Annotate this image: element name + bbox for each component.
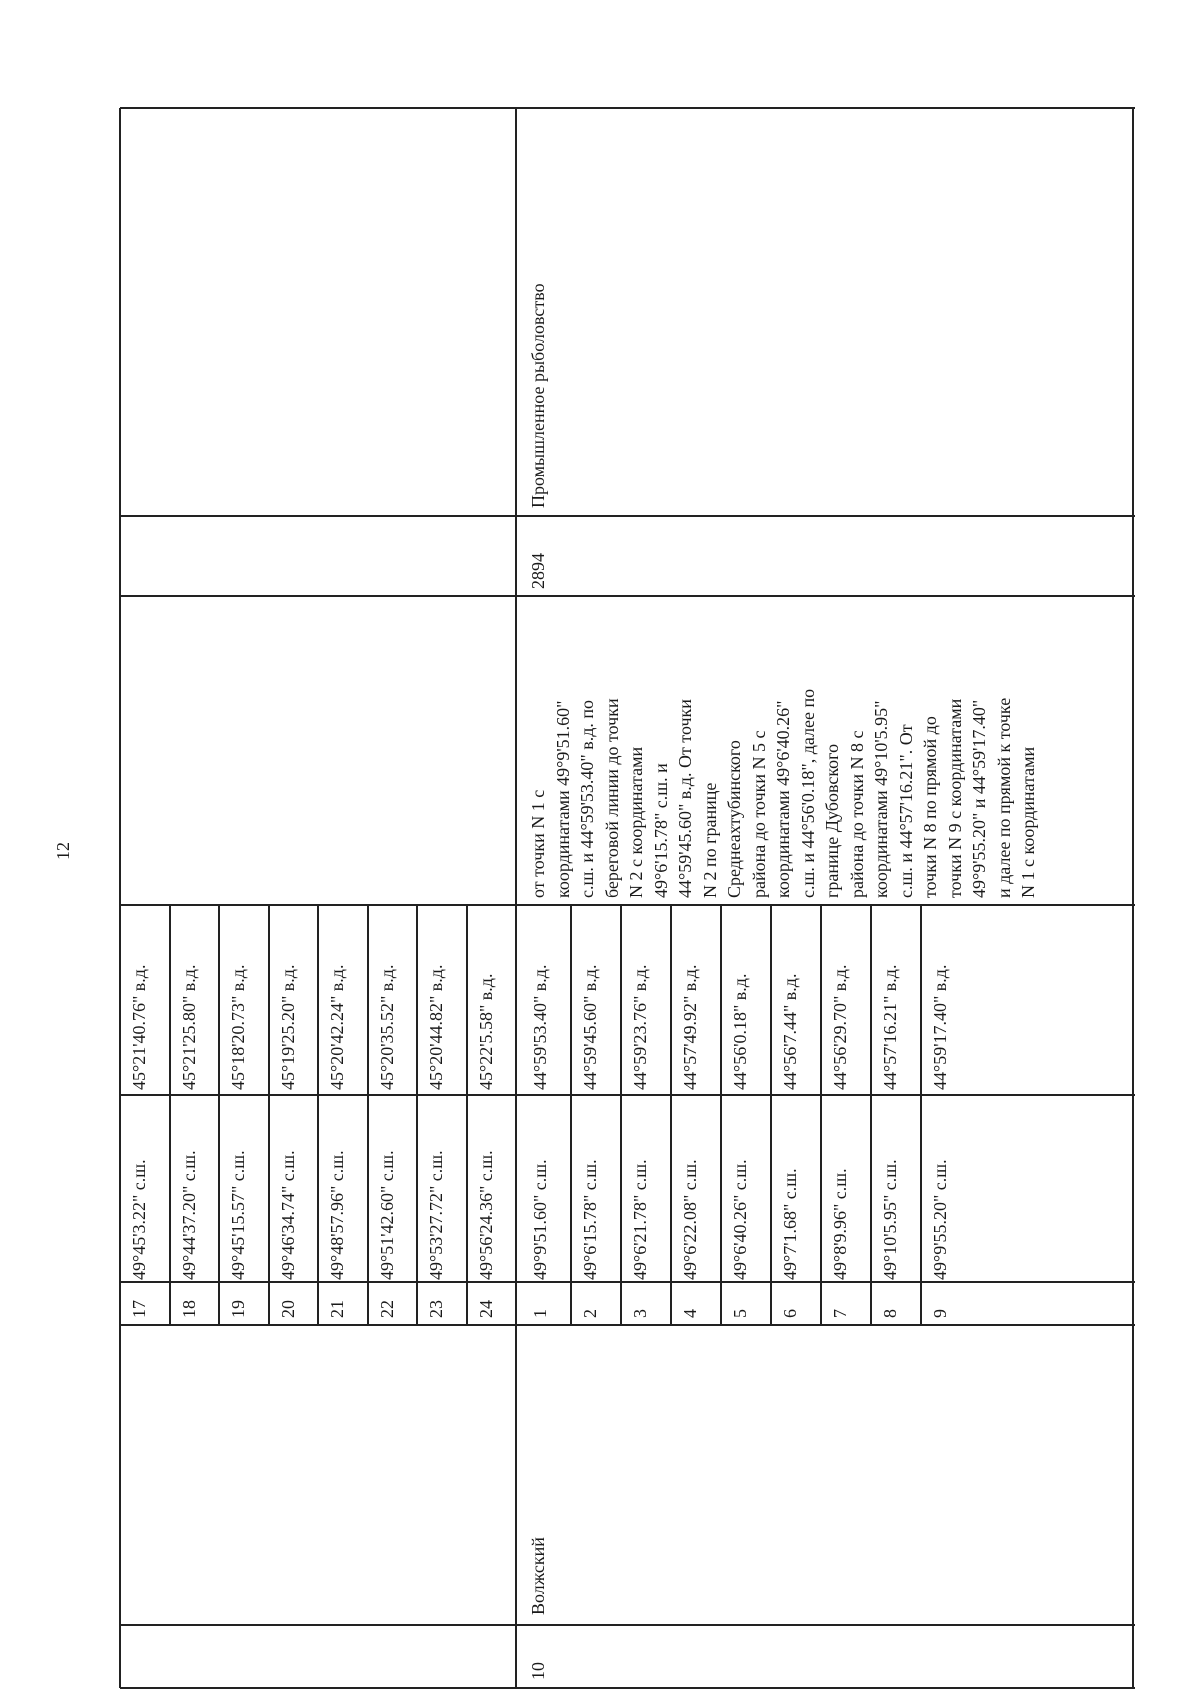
area-value: 2894	[528, 553, 548, 589]
description-line: Среднеахтубинского	[724, 740, 744, 898]
latitude-cell: 49°6'15.78" с.ш.	[580, 1159, 600, 1280]
longitude-cell: 44°59'45.60" в.д.	[580, 964, 600, 1090]
table-border-bottom	[120, 1687, 1135, 1689]
longitude-cell: 44°56'0.18" в.д.	[730, 973, 750, 1090]
row-divider-prev	[218, 905, 220, 1325]
description-line: 49°9'55.20" и 44°59'17.40"	[969, 699, 989, 898]
latitude-cell: 49°53'27.72" с.ш.	[426, 1150, 446, 1280]
row-divider-point	[670, 905, 672, 1325]
latitude-cell: 49°46'34.74" с.ш.	[277, 1150, 298, 1280]
latitude-cell: 49°51'42.60" с.ш.	[376, 1150, 397, 1280]
latitude-cell: 49°48'57.96" с.ш.	[327, 1150, 347, 1280]
column-line-lat-start	[120, 1324, 1135, 1326]
description-line: координатами 49°10'5.95"	[871, 700, 891, 898]
point-number: 1	[530, 1309, 550, 1318]
longitude-cell: 45°21'40.76" в.д.	[129, 964, 149, 1090]
longitude-cell: 45°20'42.24" в.д.	[327, 964, 347, 1090]
longitude-cell: 44°56'29.70" в.д.	[830, 964, 850, 1090]
row-divider-prev	[169, 905, 171, 1325]
column-line-purpose	[120, 515, 1135, 517]
point-number: 2	[580, 1309, 600, 1318]
longitude-cell: 45°20'35.52" в.д.	[376, 964, 397, 1090]
latitude-cell: 49°6'40.26" с.ш.	[730, 1159, 750, 1280]
latitude-cell: 49°6'21.78" с.ш.	[630, 1159, 650, 1280]
entry-number: 10	[528, 1662, 548, 1680]
row-divider-point	[770, 905, 772, 1325]
section-divider-line	[515, 108, 517, 1688]
latitude-cell: 49°10'5.95" с.ш.	[880, 1159, 900, 1280]
point-number: 6	[780, 1309, 800, 1318]
description-line: и далее по прямой к точке	[993, 697, 1014, 898]
column-line-pointnum-start	[120, 1281, 1135, 1283]
row-divider-point	[870, 905, 872, 1325]
table-border-right	[1132, 108, 1134, 1688]
latitude-cell: 49°45'15.57" с.ш.	[228, 1150, 248, 1280]
description-line: координатами 49°9'51.60"	[552, 700, 573, 898]
row-divider-point	[620, 905, 622, 1325]
row-divider-prev	[268, 905, 270, 1325]
row-divider-prev	[317, 905, 319, 1325]
longitude-cell: 44°56'7.44" в.д.	[780, 973, 800, 1090]
point-number: 24	[475, 1300, 496, 1318]
boundary-description	[526, 689, 1041, 898]
longitude-cell: 45°18'20.73" в.д.	[228, 964, 248, 1090]
longitude-cell: 44°57'49.92" в.д.	[680, 964, 700, 1090]
latitude-cell: 49°7'1.68" с.ш.	[780, 1168, 800, 1280]
column-line-description-end	[120, 904, 1135, 906]
point-number: 17	[129, 1300, 149, 1318]
latitude-cell: 49°6'22.08" с.ш.	[680, 1159, 700, 1280]
row-divider-point	[720, 905, 722, 1325]
table-border-left	[119, 108, 121, 1688]
description-line: района до точки N 5 с	[748, 730, 769, 898]
point-number: 23	[426, 1300, 446, 1318]
description-line: координатами 49°6'40.26"	[773, 700, 793, 898]
table-border-top	[120, 107, 1135, 109]
row-divider-point	[920, 905, 922, 1325]
description-line: N 2 по границе	[699, 782, 720, 898]
point-number: 19	[228, 1300, 248, 1318]
point-number: 21	[327, 1300, 347, 1318]
column-line-district-end	[120, 1624, 1135, 1626]
longitude-cell: 44°57'16.21" в.д.	[880, 964, 900, 1090]
longitude-cell: 44°59'53.40" в.д.	[530, 964, 550, 1090]
row-divider-point	[820, 905, 822, 1325]
latitude-cell: 49°9'51.60" с.ш.	[530, 1159, 550, 1280]
longitude-cell: 45°19'25.20" в.д.	[277, 964, 298, 1090]
column-line-area	[120, 595, 1135, 597]
point-number: 22	[376, 1300, 397, 1318]
description-line: с.ш. и 44°56'0.18", далее по	[797, 688, 818, 898]
point-number: 18	[178, 1300, 199, 1318]
latitude-cell: 49°44'37.20" с.ш.	[178, 1150, 199, 1280]
description-line: с.ш. и 44°59'53.40" в.д. по	[577, 699, 597, 898]
row-divider-prev	[466, 905, 468, 1325]
description-line: границе Дубовского	[822, 743, 842, 898]
point-number: 9	[930, 1309, 950, 1318]
description-line: N 1 с координатами	[1018, 746, 1038, 898]
description-line: 49°6'15.78" с.ш. и	[650, 763, 671, 898]
description-line: от точки N 1 с	[528, 789, 548, 898]
longitude-cell: 45°21'25.80" в.д.	[178, 964, 199, 1090]
row-divider-point	[570, 905, 572, 1325]
longitude-cell: 44°59'23.76" в.д.	[630, 964, 650, 1090]
district-name: Волжский	[528, 1537, 548, 1615]
longitude-cell: 44°59'17.40" в.д.	[930, 964, 950, 1090]
row-divider-prev	[416, 905, 418, 1325]
description-line: с.ш. и 44°57'16.21". От	[895, 724, 916, 898]
latitude-cell: 49°56'24.36" с.ш.	[475, 1150, 496, 1280]
latitude-cell: 49°9'55.20" с.ш.	[930, 1159, 950, 1280]
latitude-cell: 49°45'3.22" с.ш.	[129, 1159, 149, 1280]
point-number: 3	[630, 1309, 650, 1318]
purpose-text: Промышленное рыболовство	[528, 283, 548, 508]
longitude-cell: 45°22'5.58" в.д.	[475, 973, 496, 1090]
description-line: 44°59'45.60" в.д. От точки	[675, 699, 695, 898]
longitude-cell: 45°20'44.82" в.д.	[426, 964, 446, 1090]
point-number: 4	[680, 1309, 700, 1318]
description-line: N 2 с координатами	[626, 746, 646, 898]
description-line: береговой линии до точки	[601, 698, 622, 898]
description-line: района до точки N 8 с	[846, 730, 867, 898]
point-number: 7	[830, 1309, 850, 1318]
column-line-lon-lat	[120, 1094, 1135, 1096]
point-number: 8	[880, 1309, 900, 1318]
description-line: точки N 8 по прямой до	[920, 716, 940, 898]
page-number: 12	[53, 842, 73, 860]
latitude-cell: 49°8'9.96" с.ш.	[830, 1168, 850, 1280]
point-number: 5	[730, 1309, 750, 1318]
point-number: 20	[277, 1300, 298, 1318]
row-divider-prev	[367, 905, 369, 1325]
description-line: точки N 9 с координатами	[944, 698, 965, 898]
